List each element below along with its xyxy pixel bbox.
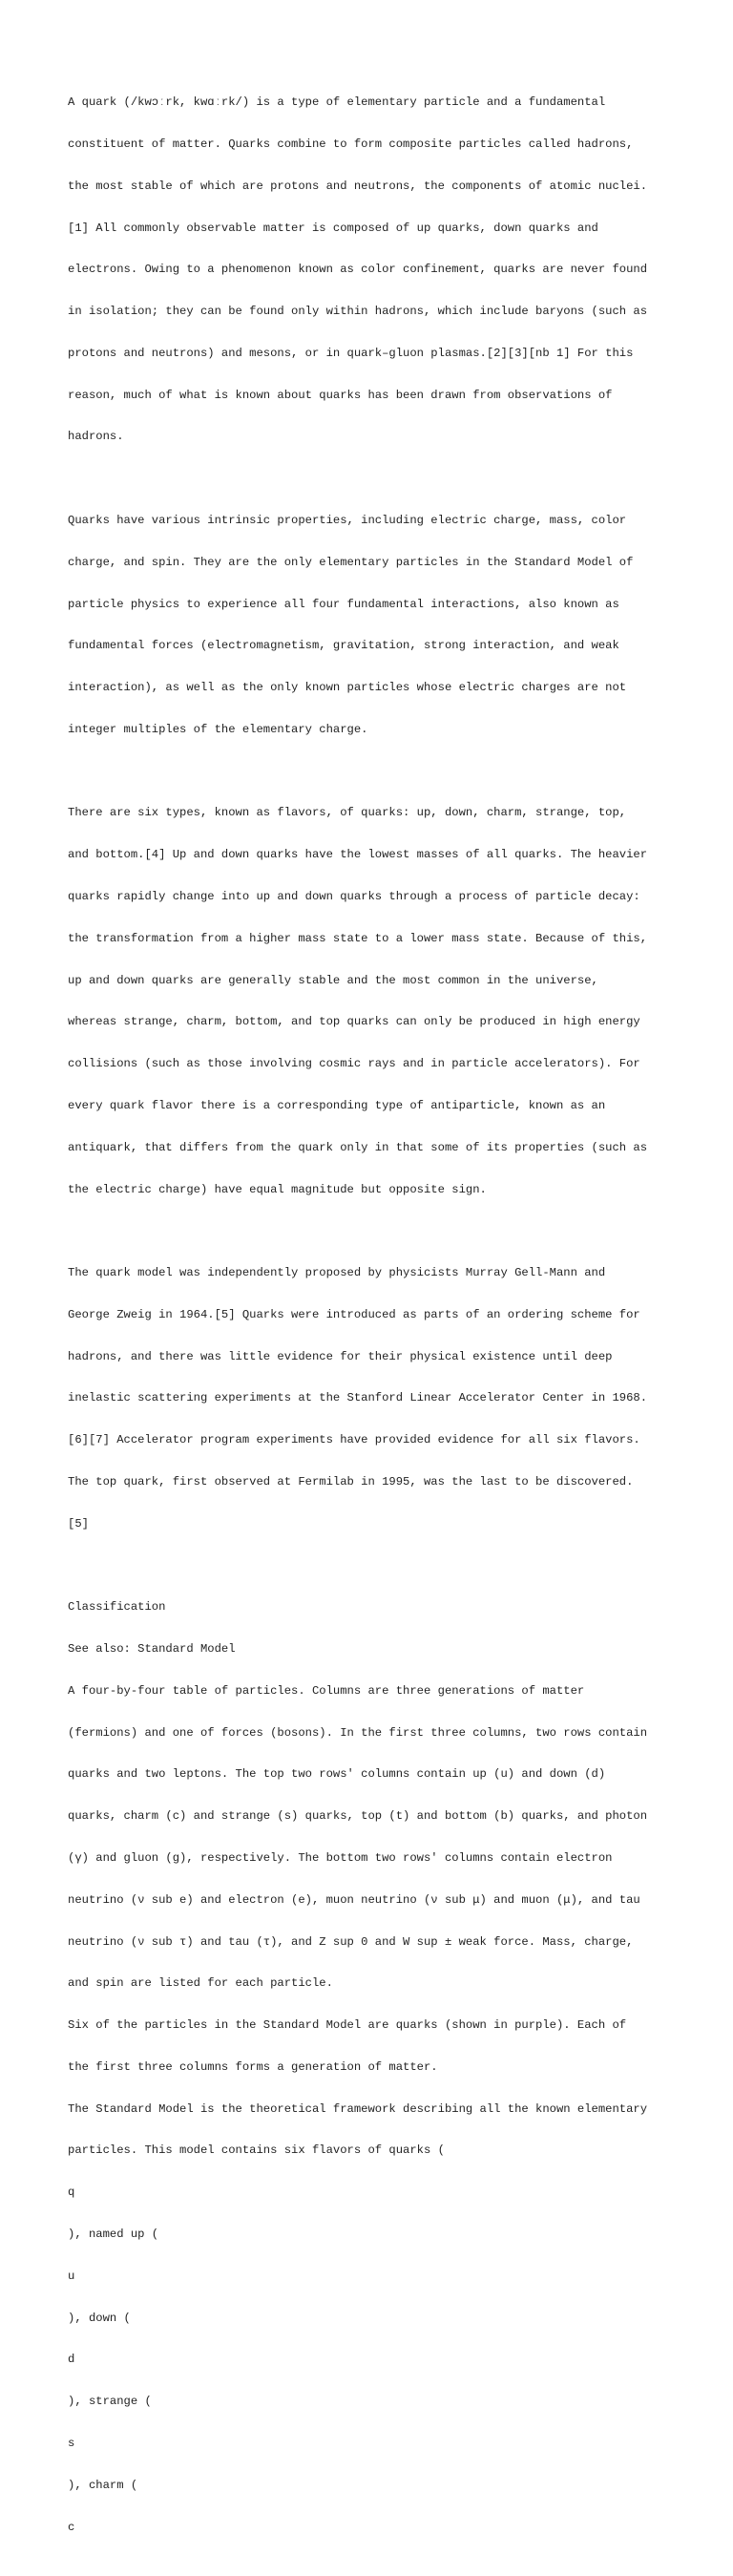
text-line: A four-by-four table of particles. Columns are three generations of matter	[68, 1683, 585, 1698]
text-line: and spin are listed for each particle.	[68, 1976, 333, 1991]
text-line: ), charm (	[68, 2478, 138, 2492]
text-line: [5]	[68, 1516, 89, 1531]
text-line: antiquark, that differs from the quark only in that some of its properties (such as	[68, 1140, 648, 1154]
text-line: quarks and two leptons. The top two rows' columns contain up (u) and down (d)	[68, 1767, 606, 1782]
text-line: c	[68, 2520, 75, 2534]
text-line: whereas strange, charm, bottom, and top quarks can only be produced in high energy	[68, 1015, 640, 1029]
text-line: There are six types, known as flavors, of quarks: up, down, charm, strange, top,	[68, 806, 627, 820]
text-line: A quark (/kwɔːrk, kwɑːrk/) is a type of elementary particle and a fundamental	[68, 95, 606, 110]
text-line: particles. This model contains six flavors of quarks (	[68, 2143, 445, 2158]
text-line: neutrino (ν sub τ) and tau (τ), and Z sup 0 and W sup ± weak force. Mass, charge,	[68, 1934, 634, 1949]
text-line: inelastic scattering experiments at the Stanford Linear Accelerator Center in 1968.	[68, 1391, 648, 1405]
text-line: the electric charge) have equal magnitude but opposite sign.	[68, 1182, 487, 1196]
text-line: the transformation from a higher mass state to a lower mass state. Because of this,	[68, 931, 648, 945]
see-also-note: See also: Standard Model	[68, 1642, 236, 1657]
text-line: up and down quarks are generally stable and the most common in the universe,	[68, 973, 598, 987]
text-line: hadrons, and there was little evidence for their physical existence until deep	[68, 1349, 613, 1363]
text-line: ), down (	[68, 2311, 131, 2325]
text-line: Quarks have various intrinsic properties, including electric charge, mass, color	[68, 514, 627, 527]
text-line: every quark flavor there is a corresponding type of antiparticle, known as an	[68, 1098, 606, 1112]
text-line: reason, much of what is known about quarks has been drawn from observations of	[68, 388, 613, 402]
text-line: ), named up (	[68, 2228, 159, 2242]
text-line: the most stable of which are protons and neutrons, the components of atomic nuclei.	[68, 179, 648, 193]
text-line: interaction), as well as the only known particles whose electric charges are not	[68, 681, 627, 695]
text-line: [6][7] Accelerator program experiments have provided evidence for all six flavors.	[68, 1433, 640, 1447]
text-line: (γ) and gluon (g), respectively. The bottom two rows' columns contain electron	[68, 1851, 613, 1865]
text-line: protons and neutrons) and mesons, or in quark–gluon plasmas.[2][3][nb 1] For this	[68, 346, 634, 360]
text-line: constituent of matter. Quarks combine to form composite particles called hadrons,	[68, 137, 634, 151]
section-classification	[68, 1573, 669, 2562]
text-line: and bottom.[4] Up and down quarks have the lowest masses of all quarks. The heavier	[68, 848, 648, 862]
paragraph-intro	[68, 68, 669, 472]
text-line: ), strange (	[68, 2395, 152, 2409]
text-line: collisions (such as those involving cosmic rays and in particle accelerators). For	[68, 1057, 640, 1071]
text-line: quarks rapidly change into up and down quarks through a process of particle decay:	[68, 890, 640, 904]
text-line: q	[68, 2185, 75, 2200]
text-line: the first three columns forms a generation of matter.	[68, 2059, 438, 2074]
section-heading: Classification	[68, 1600, 166, 1615]
text-line: quarks, charm (c) and strange (s) quarks, top (t) and bottom (b) quarks, and photon	[68, 1809, 648, 1824]
text-line: The quark model was independently proposed by physicists Murray Gell-Mann and	[68, 1266, 606, 1280]
text-line: [1] All commonly observable matter is composed of up quarks, down quarks and	[68, 221, 598, 235]
document-body	[68, 68, 669, 2576]
text-line: s	[68, 2436, 75, 2450]
text-line: George Zweig in 1964.[5] Quarks were introduced as parts of an ordering scheme for	[68, 1307, 640, 1321]
text-line: fundamental forces (electromagnetism, gravitation, strong interaction, and weak	[68, 639, 619, 653]
text-line: The top quark, first observed at Fermilab in 1995, was the last to be discovered.	[68, 1474, 634, 1489]
text-line: Six of the particles in the Standard Model are quarks (shown in purple). Each of	[68, 2018, 627, 2033]
text-line: hadrons.	[68, 430, 124, 444]
paragraph-properties	[68, 486, 669, 765]
text-line: in isolation; they can be found only within hadrons, which include baryons (such as	[68, 305, 648, 319]
text-line: charge, and spin. They are the only elementary particles in the Standard Model of	[68, 555, 634, 569]
text-line: integer multiples of the elementary charge.	[68, 722, 368, 736]
paragraph-flavors	[68, 778, 669, 1224]
text-line: electrons. Owing to a phenomenon known as color confinement, quarks are never found	[68, 263, 648, 277]
text-line: d	[68, 2353, 75, 2367]
text-line: particle physics to experience all four fundamental interactions, also known as	[68, 597, 619, 611]
text-line: u	[68, 2269, 75, 2283]
text-line: (fermions) and one of forces (bosons). In the first three columns, two rows contain	[68, 1725, 648, 1740]
text-line: The Standard Model is the theoretical framework describing all the known elementary	[68, 2101, 648, 2116]
text-line: neutrino (ν sub e) and electron (e), muon neutrino (ν sub μ) and muon (μ), and tau	[68, 1892, 640, 1907]
paragraph-history	[68, 1238, 669, 1559]
